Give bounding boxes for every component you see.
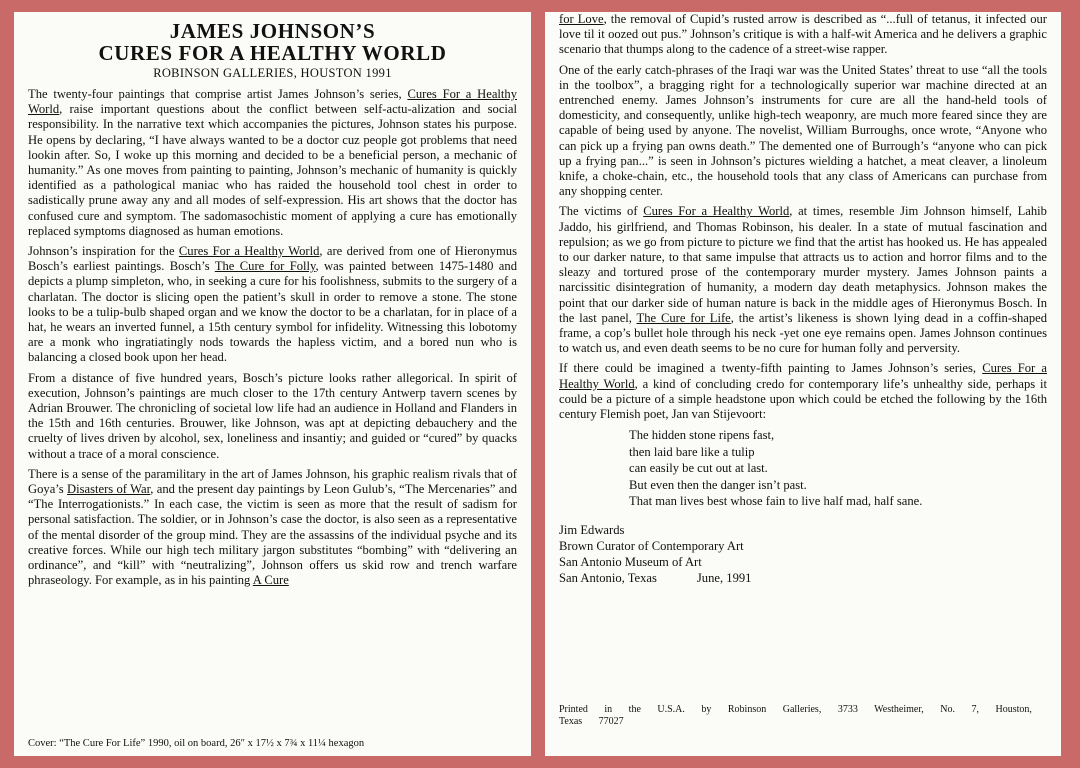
paragraph-3: From a distance of five hundred years, Bosch’s picture looks rather allegorical. In spirit of execution, Johnson’s paintings are much closer to the 17th century Antwerp tavern scenes by Adrian Brouwer. The chronicling of societal low life had an audience in Holland and Flanders in the 15th and 16th centuries. Brouwer, like Johnson, was apt at depicting debauchery and the cruelty of lives driven by alcohol, sex, loneliness and insantiy; and guided or “cured” by quacks without a trace of a moral conscience. — [28, 370, 517, 461]
signature-title: Brown Curator of Contemporary Art — [559, 538, 744, 553]
paragraph-2: Johnson’s inspiration for the Cures For a Healthy World, are derived from one of Hieronymus Bosch’s earliest paintings. Bosch’s The Cure for Folly, was painted between 1475-1480 and depicts a plump simpleton, who, in seeking a cure for his foolishness, submits to the surgery of a charlatan. The doctor is slicing open the patient’s skull in order to remove a stone. The stone looks to be a tulip-bulb shaped organ and we know the doctor to be a charlatan, for in place of a hat, he wears an inverted funnel, a 15th century symbol for infidelity. Witnessing this lobotomy are a monk who ingratiatingly nods towards the hapless victim, and a bored nun who is balancing a closed book upon her head. — [28, 244, 518, 365]
poem-line: can easily be cut out at last. — [629, 461, 768, 476]
signature-name: Jim Edwards — [559, 522, 625, 537]
paragraph-8: If there could be imagined a twenty-fifth painting to James Johnson’s series, Cures For a Healthy World, a kind of concluding credo for contemporary life’s unhealthy side, perhaps it could be a picture of a simple headstone upon which could be etched the following by the 16th century Flemish poet, Jan van Stijevoort: — [559, 361, 1048, 422]
paragraph-4: There is a sense of the paramilitary in the art of James Johnson, his graphic realism rivals that of Goya’s Disasters of War, and the present day paintings by Leon Gulub’s, “The Mercenaries” and “The Interrogationists.” In each case, the victim is seen as more that the result of sadism for personal satisfaction. The soldier, or in Johnson’s case the doctor, is also seen as a representative of the mental disorder of the group mind. They are the assassins of the individual psyche and its creative forces. While our high tech military jargon substitutes “bombing” with “delivering an ordinance”, and “kill” with “neutralizing”, Johnson offers us skid row and trench warfare phraseology. For example, as in his painting A Cure — [28, 466, 517, 588]
poem-line: then laid bare like a tulip — [629, 444, 755, 459]
poem-line: But even then the danger isn’t past. — [629, 477, 807, 492]
poem — [629, 427, 1047, 510]
paragraph-7: The victims of Cures For a Healthy World, at times, resemble Jim Johnson himself, Lahib Jaddo, his girlfriend, and Thomas Robinson, his dealer. In a state of mutual fascination and repulsion; as we go from picture to picture we find that the artist has hooked us. He has appealed to our darker nature, to that same impulse that attracts us to action and horror films and to the sleazy and tortured prose of the contemporary murder mystery. James Johnson paints a narcissitic disintegration of humanity, a modern day death metaphysics. Johnson makes the point that our darker side of human nature is back in the middle ages of Hieronymus Bosch. In the last panel, The Cure for Life, the artist’s likeness is shown lying dead in a coffin-shaped frame, a cop’s bullet hole through his neck -yet one eye remains open. James Johnson continues to watch us, and even death seems to be no cure for human folly and perversity. — [559, 204, 1048, 356]
title-line-2: CURES FOR A HEALTHY WORLD — [98, 41, 447, 65]
signature-org: San Antonio Museum of Art — [559, 554, 702, 569]
left-page — [14, 12, 531, 756]
paragraph-5: for Love, the removal of Cupid’s rusted arrow is described as “...full of tetanus, it infected our love til it oozed out pus.” Johnson’s critique is with a half-wit America and he delivers a graphic scenario that thumps along to the cadence of a street-wise rapper. — [559, 12, 1047, 57]
right-page — [545, 12, 1061, 756]
title — [28, 20, 517, 64]
signature-block — [559, 522, 1047, 586]
paragraph-6: One of the early catch-phrases of the Iraqi war was the United States’ threat to use “all the tools in the toolbox”, a bragging right for a technologically superior war machine directed at an entrenched enemy. James Johnson’s instruments for cure are all the hand-held tools of domesticity, and consequently, unlike high-tech weaponry, are much more feared since they are capable of being used by anyone. The novelist, William Burroughs, once wrote, “Anyone who can pick up a frying pan owns death.” The demented one of Burrough’s “anyone who can pick up a frying pan...” is seen in Johnson’s pictures wielding a hatchet, a meat cleaver, a linoleum knife, a choke-chain, etc., the household tools that any class of Americans can purchase from any shopping center. — [559, 62, 1047, 199]
title-line-1: JAMES JOHNSON’S — [169, 19, 376, 43]
paragraph-1: The twenty-four paintings that comprise artist James Johnson’s series, Cures For a Healthy World, raise important questions about the conflict between self-actu-alization and social responsibility. In the narrative text which accompanies the pictures, Johnson states his purpose. He opens by declaring, “I have always wanted to be a doctor cuz people got problems that need lookin after. So, I woke up this morning and decided to be a beneficial person, a mechanic of humanity.” As one moves from painting to painting, Johnson’s mechanic of humanity is quickly identified as a pathological maniac who has raided the household tool chest in order to sadistically prune away any and all modes of self-expression. His art shows that the doctor has confused cure and symptom. The sadomasochistic moment of applying a cure has emotionally replaced symptoms diagnosed as human emotions. — [28, 87, 518, 238]
signature-place-date: San Antonio, Texas June, 1991 — [559, 570, 752, 585]
subtitle: ROBINSON GALLERIES, HOUSTON 1991 — [153, 66, 392, 80]
cover-caption: Cover: “The Cure For Life” 1990, oil on board, 26″ x 17½ x 7¾ x 11¼ hexagon — [28, 738, 365, 749]
series-title-link: Cures For a Healthy World — [28, 87, 518, 117]
poem-line: That man lives best whose fain to live half mad, half sane. — [629, 494, 923, 509]
poem-line: The hidden stone ripens fast, — [629, 428, 775, 443]
printer-note: Printed in the U.S.A. by Robinson Galleries, 3733 Westheimer, No. 7, Houston, Texas 77027 — [559, 704, 1032, 727]
